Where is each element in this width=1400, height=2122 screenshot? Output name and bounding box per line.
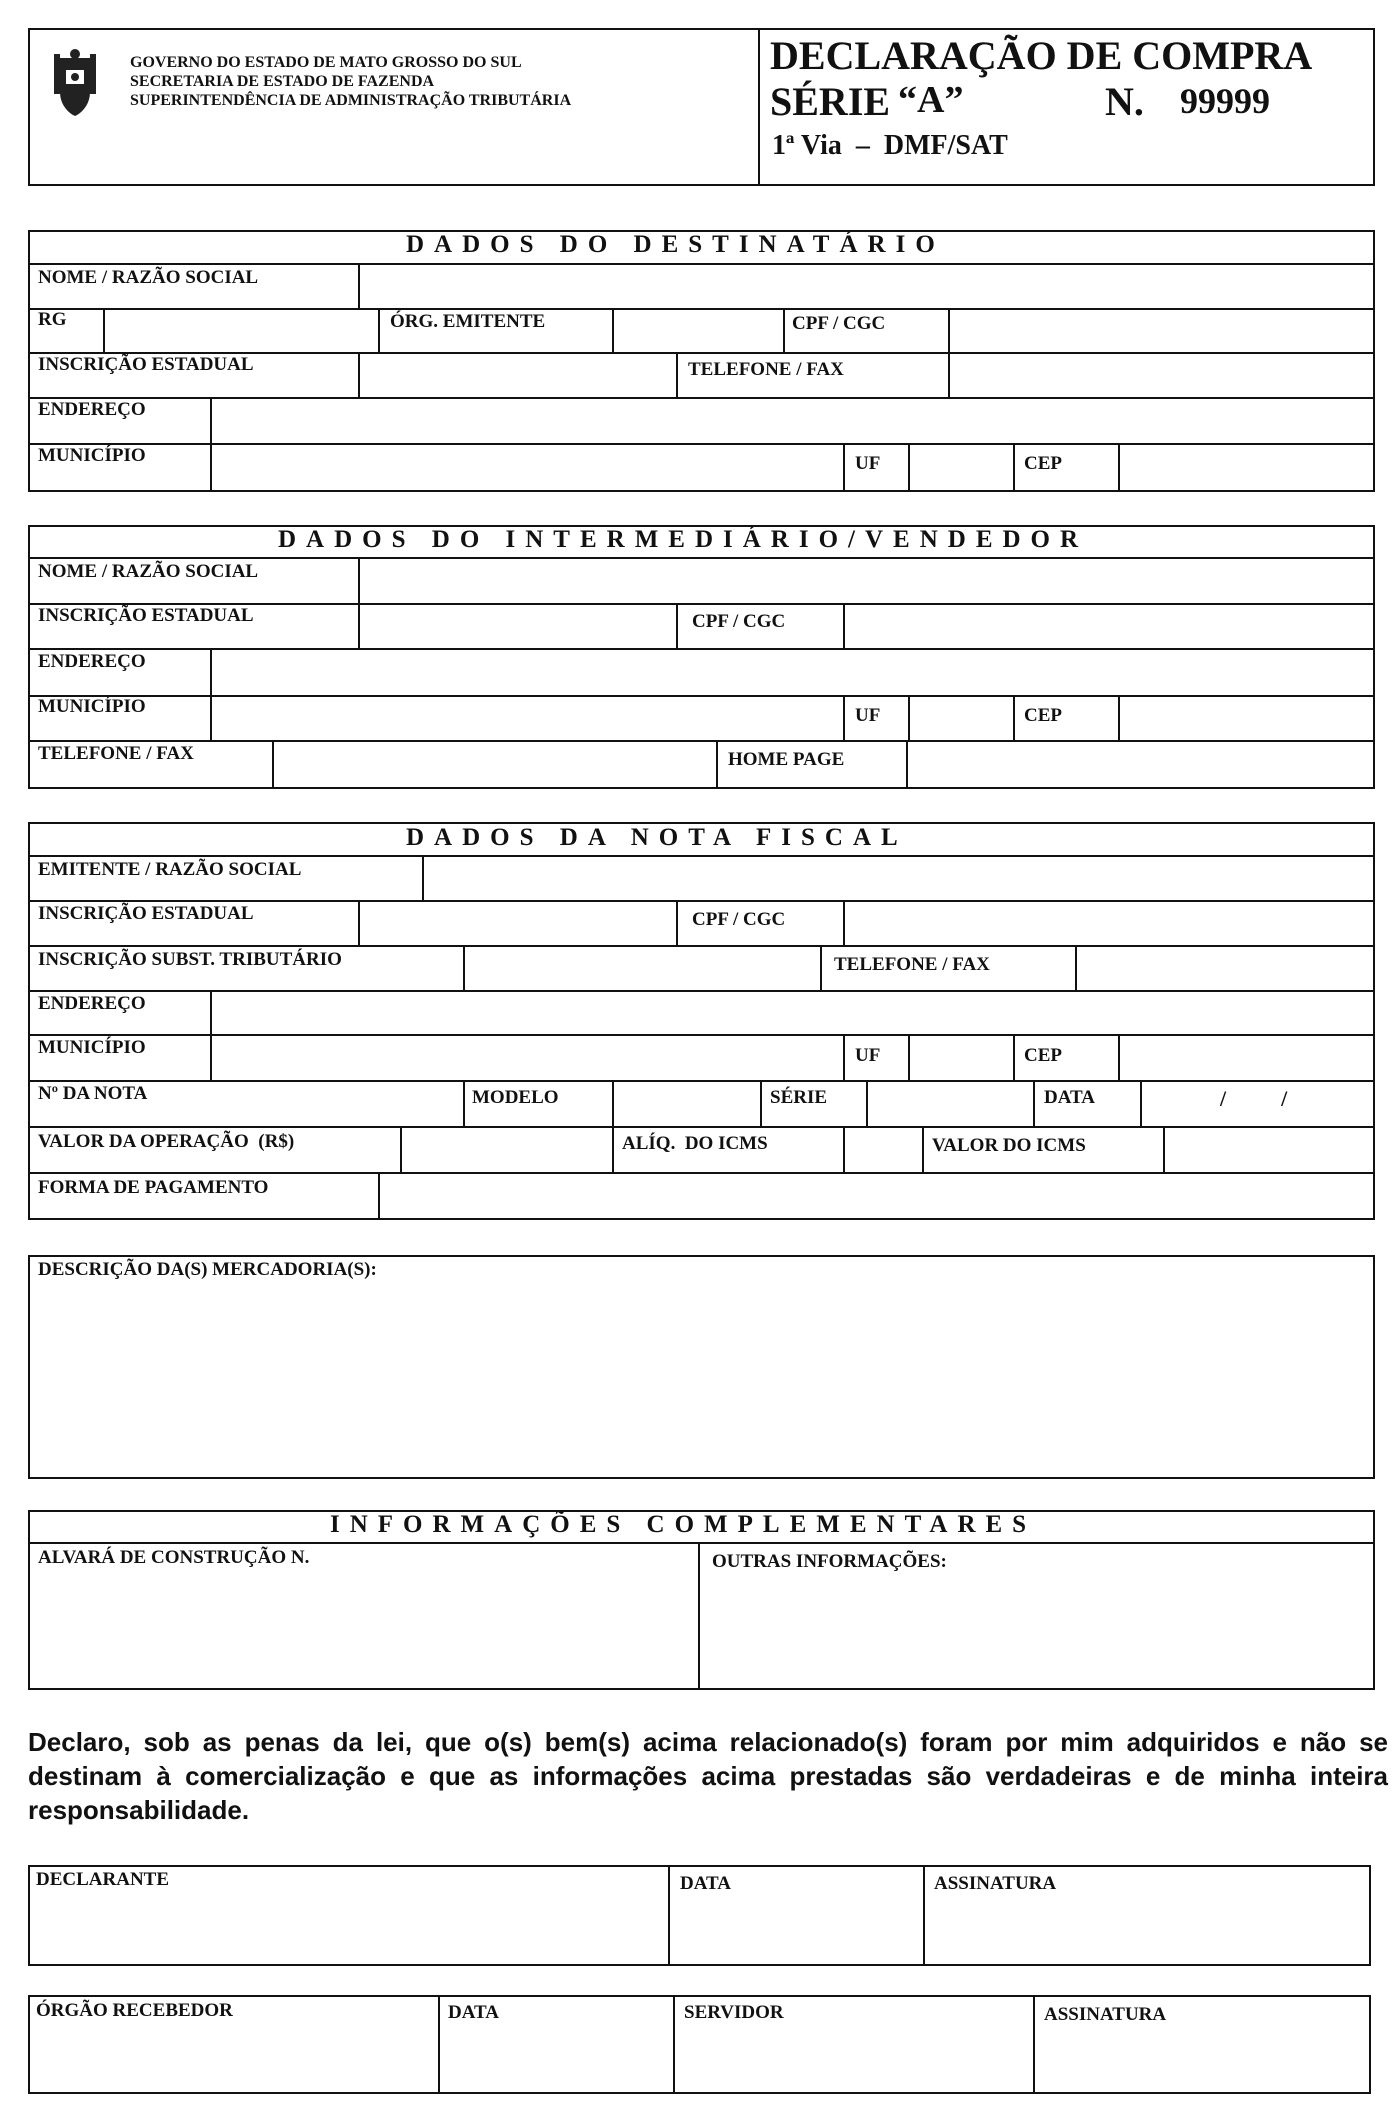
number-label: N.: [1105, 79, 1144, 124]
orgao-recebedor-field[interactable]: [30, 2026, 437, 2092]
nf-uf-field[interactable]: [910, 1036, 1012, 1079]
nf-telefone-label: TELEFONE / FAX: [834, 954, 990, 975]
dest-orgao-label: ÓRG. EMITENTE: [390, 311, 546, 332]
header-divider: [758, 28, 760, 186]
nf-uf-label: UF: [855, 1045, 881, 1066]
nf-aliq-label: ALÍQ. DO ICMS: [622, 1133, 768, 1154]
inter-ie-label: INSCRIÇÃO ESTADUAL: [38, 605, 254, 626]
coat-of-arms-icon: [50, 48, 100, 120]
nf-serie-label: SÉRIE: [770, 1087, 828, 1108]
intermediario-title: DADOS DO INTERMEDIÁRIO/VENDEDOR: [278, 526, 1089, 553]
number-value: 99999: [1180, 81, 1270, 121]
nf-modelo-field[interactable]: [614, 1082, 759, 1125]
dest-nome-label: NOME / RAZÃO SOCIAL: [38, 267, 259, 288]
mercadorias-field[interactable]: [30, 1285, 1373, 1477]
rec-data-label: DATA: [448, 2002, 500, 2023]
dest-cep-label: CEP: [1024, 453, 1062, 474]
declarante-label: DECLARANTE: [36, 1869, 170, 1890]
dest-rg-label: RG: [38, 309, 67, 330]
inter-cep-label: CEP: [1024, 705, 1062, 726]
nf-ie-label: INSCRIÇÃO ESTADUAL: [38, 903, 254, 924]
inter-endereco-label: ENDEREÇO: [38, 651, 146, 672]
inter-cpf-field[interactable]: [845, 605, 1373, 647]
dest-cpf-field[interactable]: [950, 310, 1373, 351]
nf-ie-subst-label: INSCRIÇÃO SUBST. TRIBUTÁRIO: [38, 949, 342, 970]
destinatario-title: DADOS DO DESTINATÁRIO: [406, 231, 945, 258]
nota-fiscal-title: DADOS DA NOTA FISCAL: [406, 824, 908, 851]
dest-rg-field[interactable]: [105, 310, 377, 351]
dest-endereco-label: ENDEREÇO: [38, 399, 146, 420]
nf-numero-label: Nº DA NOTA: [38, 1083, 148, 1104]
via-label: 1ª Via – DMF/SAT: [772, 130, 1008, 161]
nf-serie-field[interactable]: [868, 1082, 1032, 1125]
org-line-2: SECRETARIA DE ESTADO DE FAZENDA: [130, 73, 435, 90]
inter-uf-field[interactable]: [910, 697, 1012, 739]
dest-telefone-label: TELEFONE / FAX: [688, 359, 844, 380]
serie-value: “A”: [898, 79, 964, 121]
nf-cpf-label: CPF / CGC: [692, 909, 786, 930]
nf-data-slashes: / /: [1220, 1086, 1288, 1111]
outras-informacoes-field[interactable]: [700, 1572, 1373, 1688]
outras-informacoes-label: OUTRAS INFORMAÇÕES:: [712, 1551, 947, 1572]
inter-endereco-field[interactable]: [212, 650, 1373, 694]
nf-municipio-label: MUNICÍPIO: [38, 1037, 146, 1058]
dest-ie-field[interactable]: [360, 354, 675, 396]
nf-valor-icms-label: VALOR DO ICMS: [932, 1135, 1086, 1156]
alvara-label: ALVARÁ DE CONSTRUÇÃO N.: [38, 1547, 310, 1568]
inter-telefone-field[interactable]: [274, 742, 715, 787]
serie-label: SÉRIE: [770, 79, 891, 124]
inter-nome-label: NOME / RAZÃO SOCIAL: [38, 561, 259, 582]
servidor-label: SERVIDOR: [684, 2002, 784, 2023]
sig-data-field[interactable]: [670, 1895, 922, 1964]
declaration-text: Declaro, sob as penas da lei, que o(s) bem(s) acima relacionado(s) foram por mim adquiridos e não se destinam à comercialização e que as informações acima prestadas são verdadeiras e de minha inteira responsabilidade.: [28, 1727, 1388, 1825]
nf-forma-pagamento-label: FORMA DE PAGAMENTO: [38, 1177, 269, 1198]
inter-nome-field[interactable]: [360, 559, 1373, 602]
dest-ie-label: INSCRIÇÃO ESTADUAL: [38, 354, 254, 375]
nf-cpf-field[interactable]: [845, 902, 1373, 944]
nf-emitente-field[interactable]: [424, 857, 1373, 899]
nf-telefone-field[interactable]: [1077, 947, 1373, 989]
nf-endereco-label: ENDEREÇO: [38, 993, 146, 1014]
sig-data-label: DATA: [680, 1873, 732, 1894]
nf-valor-operacao-field[interactable]: [402, 1128, 611, 1171]
inter-ie-field[interactable]: [360, 605, 675, 647]
inter-municipio-field[interactable]: [212, 697, 842, 739]
declarante-field[interactable]: [30, 1895, 667, 1964]
inter-homepage-label: HOME PAGE: [728, 749, 845, 770]
dest-cep-field[interactable]: [1120, 445, 1373, 490]
nf-forma-pagamento-field[interactable]: [380, 1174, 1373, 1218]
inter-cep-field[interactable]: [1120, 697, 1373, 739]
alvara-field[interactable]: [30, 1572, 697, 1688]
dest-municipio-label: MUNICÍPIO: [38, 445, 146, 466]
dest-endereco-field[interactable]: [212, 399, 1373, 442]
org-line-1: GOVERNO DO ESTADO DE MATO GROSSO DO SUL: [130, 54, 522, 71]
rec-data-field[interactable]: [440, 2026, 672, 2092]
nf-aliq-field[interactable]: [845, 1128, 921, 1171]
dest-uf-label: UF: [855, 453, 881, 474]
sig-assinatura-field[interactable]: [925, 1895, 1369, 1964]
nf-emitente-label: EMITENTE / RAZÃO SOCIAL: [38, 859, 302, 880]
rec-assinatura-field[interactable]: [1035, 2026, 1369, 2092]
dest-telefone-field[interactable]: [950, 354, 1373, 396]
nf-cep-field[interactable]: [1120, 1036, 1373, 1079]
nf-valor-operacao-label: VALOR DA OPERAÇÃO (R$): [38, 1131, 295, 1152]
rec-assinatura-label: ASSINATURA: [1044, 2004, 1167, 2025]
nf-ie-subst-field[interactable]: [465, 947, 819, 989]
inter-homepage-field[interactable]: [908, 742, 1373, 787]
dest-orgao-field[interactable]: [614, 310, 782, 351]
org-line-3: SUPERINTENDÊNCIA DE ADMINISTRAÇÃO TRIBUTÁRIA: [130, 92, 572, 109]
dest-cpf-label: CPF / CGC: [792, 313, 886, 334]
servidor-field[interactable]: [675, 2026, 1032, 2092]
sig-assinatura-label: ASSINATURA: [934, 1873, 1057, 1894]
orgao-recebedor-label: ÓRGÃO RECEBEDOR: [36, 2000, 233, 2021]
dest-nome-field[interactable]: [360, 265, 1373, 307]
nf-data-label: DATA: [1044, 1087, 1096, 1108]
nf-valor-icms-field[interactable]: [1165, 1128, 1373, 1171]
nf-municipio-field[interactable]: [212, 1036, 842, 1079]
nf-ie-field[interactable]: [360, 902, 675, 944]
nf-cep-label: CEP: [1024, 1045, 1062, 1066]
complementares-title: INFORMAÇÕES COMPLEMENTARES: [330, 1511, 1037, 1538]
nf-endereco-field[interactable]: [212, 992, 1373, 1033]
document-title: DECLARAÇÃO DE COMPRA: [770, 33, 1313, 78]
inter-municipio-label: MUNICÍPIO: [38, 696, 146, 717]
inter-telefone-label: TELEFONE / FAX: [38, 743, 194, 764]
inter-uf-label: UF: [855, 705, 881, 726]
nf-modelo-label: MODELO: [472, 1087, 559, 1108]
dest-uf-field[interactable]: [910, 445, 1012, 490]
nf-numero-field[interactable]: [212, 1082, 462, 1125]
mercadorias-label: DESCRIÇÃO DA(S) MERCADORIA(S):: [38, 1259, 377, 1280]
dest-municipio-field[interactable]: [212, 445, 842, 490]
inter-cpf-label: CPF / CGC: [692, 611, 786, 632]
